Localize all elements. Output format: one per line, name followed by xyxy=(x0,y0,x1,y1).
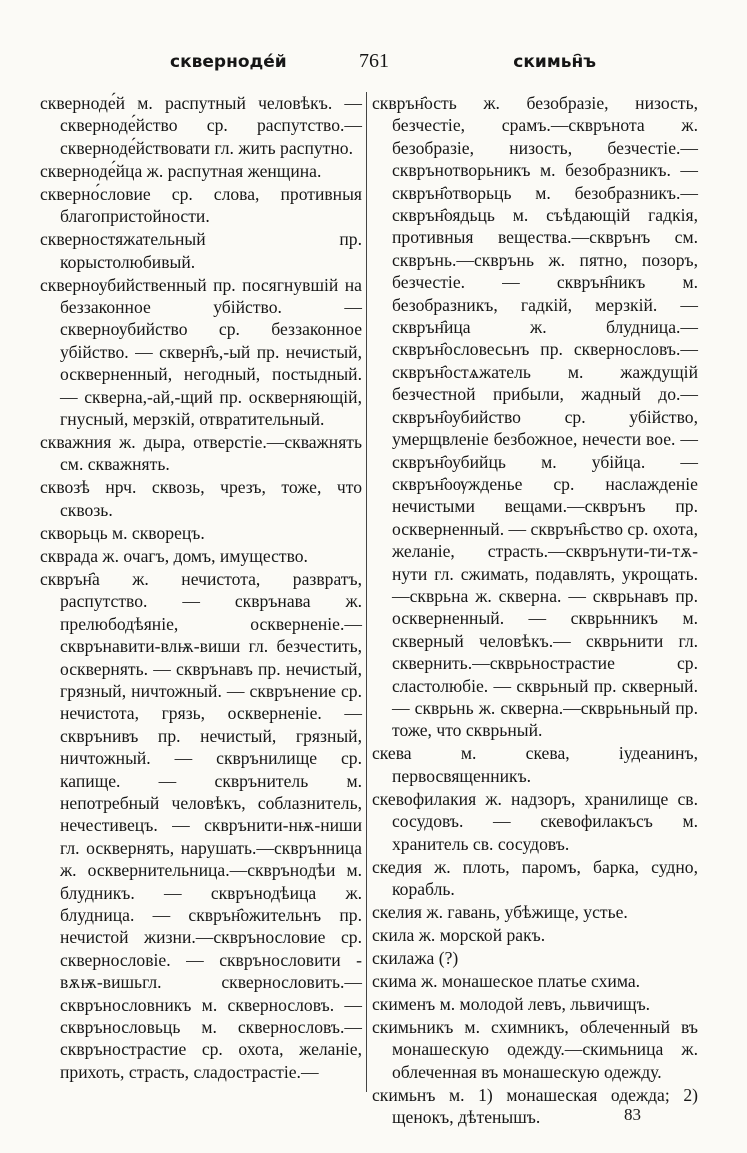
dictionary-entry: скева м. скева, іудеанинъ, первосвященникъ. xyxy=(372,743,698,786)
left-running-headword: скверноде́й xyxy=(170,52,287,72)
dictionary-entry: скимьнъ м. 1) монашеская одежда; 2) щенокъ, дѣтенышъ. xyxy=(372,1084,698,1128)
dictionary-entry: скврада ж. очагъ, домъ, имущество. xyxy=(40,545,308,566)
right-column xyxy=(372,92,698,1129)
dictionary-entry: скврън҄а ж. нечистота, развратъ, распутство. — скврънава ж. прелюбодѣяніе, оскверненіе.—скврънавити-влѭ-виши гл. безчестить, осквернять. — скврънавъ пр. нечистый, грязный, ничтожный. — скврънение ср. нечистота, грязь, оскверненіе. — скврънивъ пр. нечистый, грязный, ничтожный. — скврънилище ср. капище. — скврънитель м. непотребный человѣкъ, соблазнитель, нечестивецъ. — скврънити-нѭ-ниши гл. осквернять, нарушать.—скврънница ж. осквернительница.—скврънодѣи м. блудникъ. — скврънодѣица ж. блудница. — скврън҄ожительнъ пр. нечистой жизни.—скврънословие ср. сквернословіе. — скврънословити - вѫѭ-вишьгл. сквернословить.—скврънословникъ м. сквернословъ. — скврънословьць м. сквернословъ.— скврънострастие ср. охота, желаніе, прихоть, страсть, сладострастіе.— xyxy=(40,568,362,1082)
dictionary-entry: скилажа (?) xyxy=(372,948,459,968)
dictionary-entry: скврън҄ость ж. безобразіе, низость, безчестіе, срамъ.—скврънота ж. безобразіе, низость, безчестіе.—скврънотворьникъ м. безобразникъ. — скврън҄отворьць м. безобразникъ.— скврън҄оядьць м. съѣдающій гадкія, противныя вещества.—скврънъ см. скврънь.—скврънь ж. пятно, позоръ, безчестіе. — скврън҄никъ м. безобразникъ, гадкій, мерзкій. — скврън҄ица ж. блудница.—скврън҄ословесьнъ пр. сквернословъ.— скврън҄остѧжатель м. жаждущій безчестной прибыли, жадный до.— скврън҄оубийство ср. убійство, умерщвленіе безбожное, нечести вое. — скврън҄оубийць м. убійца. — скврън҄оѹжденье ср. наслажденіе нечистыми вещами.—скврънъ пр. оскверненный. — скврън҄ьство ср. охота, желаніе, страсть.—скврънути-ти-тѫ-нути гл. сжимать, подавлять, укрощать.—скврьна ж. скверна. — скврьнавъ пр. оскверненный. — скврьнникъ м. скверный человѣкъ.— скврьнити гл. сквернить.—скврьнострастие ср. сластолюбіе. — скврьный пр. скверный. — скврьнь ж. скверна.—скврьньный пр. тоже, что скврьный. xyxy=(372,93,698,741)
dictionary-entry: скевофилакия ж. надзоръ, хранилище св. сосудовъ. — скевофилакъсъ м. хранитель св. сосудовъ. xyxy=(372,788,698,854)
right-running-headword: скимьн҄ъ xyxy=(513,52,596,72)
dictionary-entry: скверноубийственный пр. посягнувшій на беззаконное убійство. — скверноубийство ср. беззаконное убійство. — скверн҄ъ,-ый пр. нечистый, оскверненный, негодный, постыдный. — скверна,-ай,-щий пр. оскверняющій, гнусный, мерзкій, отвратительный. xyxy=(40,274,362,430)
dictionary-entry: скворьць м. скворецъ. xyxy=(40,522,205,543)
running-header xyxy=(40,52,708,82)
dictionary-entry: скимьникъ м. схимникъ, облеченный въ монашескую одежду.—скимьница ж. облеченная въ монашескую одежду. xyxy=(372,1017,698,1082)
dictionary-entry: скименъ м. молодой левъ, львичищъ. xyxy=(372,994,651,1014)
dictionary-entry: скверно́словие ср. слова, противныя благопристойности. xyxy=(40,183,362,227)
dictionary-entry: скважния ж. дыра, отверстіе.—скважнять см. скважнять. xyxy=(40,432,362,475)
dictionary-entry: скверноде́йца ж. распутная женщина. xyxy=(40,160,322,181)
page-number: 761 xyxy=(359,50,389,72)
dictionary-entry: скила ж. морской ракъ. xyxy=(372,925,546,945)
dictionary-entry: скверностяжательный пр. корыстолюбивый. xyxy=(40,229,362,272)
left-column xyxy=(40,92,362,1084)
dictionary-entry: скедия ж. плоть, паромъ, барка, судно, корабль. xyxy=(372,856,698,899)
dictionary-entry: скима ж. монашеское платье схима. xyxy=(372,971,641,991)
dictionary-entry: скелия ж. гавань, убѣжище, устье. xyxy=(372,902,628,922)
signature-mark: 83 xyxy=(624,1105,641,1124)
dictionary-entry: скверноде́й м. распутный человѣкъ. —скверноде́йство ср. распутство.— скверноде́йствовати гл. жить распутно. xyxy=(40,93,362,158)
column-divider xyxy=(366,92,367,1092)
dictionary-entry: сквозѣ нрч. сквозь, чрезъ, тоже, что сквозь. xyxy=(40,477,362,520)
